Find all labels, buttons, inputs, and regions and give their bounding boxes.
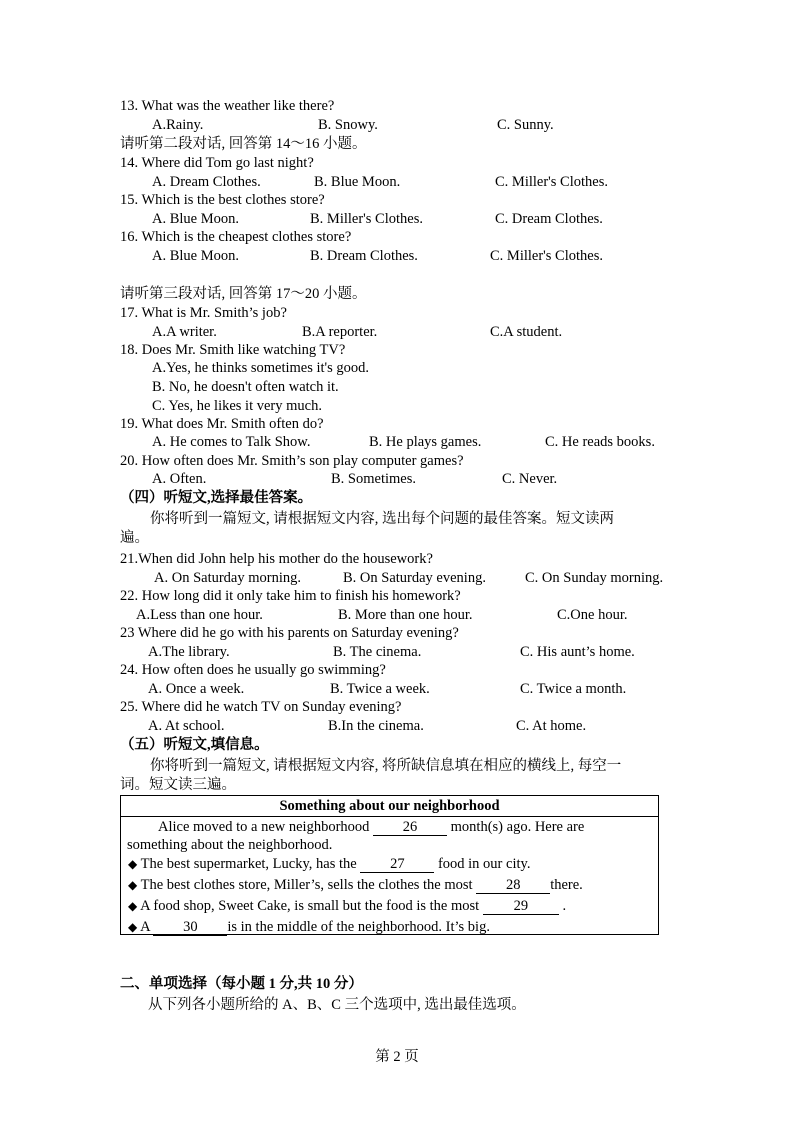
q23-option-b: B. The cinema. [333,644,422,660]
q24-option-a: A. Once a week. [148,681,245,697]
q15-option-c: C. Dream Clothes. [495,211,603,227]
table-row-27 [128,855,530,873]
table-intro-text: Alice moved to a new neighborhood [158,819,374,835]
q14-option-b: B. Blue Moon. [314,174,401,190]
table-intro-text-end: month(s) ago. Here are [447,819,585,835]
part-4-instruction: 你将听到一篇短文, 请根据短文内容, 选出每个问题的最佳答案。短文读两 [150,511,614,527]
q14-option-c: C. Miller's Clothes. [495,174,608,190]
table-row-30 [128,918,490,936]
row-27-text: The best supermarket, Lucky, has the [140,856,361,872]
question-25: 25. Where did he watch TV on Sunday evening? [120,699,402,715]
question-20: 20. How often does Mr. Smith’s son play computer games? [120,453,464,469]
q19-option-b: B. He plays games. [369,434,482,450]
row-28-text: The best clothes store, Miller’s, sells the clothes the most [140,877,477,893]
question-13: 13. What was the weather like there? [120,98,335,114]
q18-option-a: A.Yes, he thinks sometimes it's good. [152,360,370,376]
q17-option-c: C.A student. [490,324,563,340]
table-row-28 [128,876,583,894]
q17-option-a: A.A writer. [152,324,217,340]
question-16: 16. Which is the cheapest clothes store? [120,229,352,245]
question-19: 19. What does Mr. Smith often do? [120,416,324,432]
q25-option-a: A. At school. [148,718,225,734]
section-2-title: 二、单项选择（每小题 1 分,共 10 分） [120,976,363,992]
q20-option-b: B. Sometimes. [331,471,416,487]
q18-option-c: C. Yes, he likes it very much. [152,398,322,414]
section-2-instruction: 请听第二段对话, 回答第 14～16 小题。 [120,136,367,152]
bullet-icon: ◆ [128,920,138,934]
blank-28[interactable]: 28 [476,878,550,894]
blank-27[interactable]: 27 [360,857,434,873]
q25-option-b: B.In the cinema. [328,718,424,734]
q24-option-c: C. Twice a month. [520,681,627,697]
blank-26[interactable]: 26 [373,820,447,836]
section-3-instruction: 请听第三段对话, 回答第 17～20 小题。 [120,286,367,302]
q21-option-b: B. On Saturday evening. [343,570,486,586]
q14-option-a: A. Dream Clothes. [152,174,261,190]
q13-option-c: C. Sunny. [497,117,554,133]
row-30-text-end: is in the middle of the neighborhood. It’s big. [227,919,490,935]
row-27-text-end: food in our city. [434,856,531,872]
q22-option-b: B. More than one hour. [338,607,473,623]
q15-option-a: A. Blue Moon. [152,211,239,227]
question-15: 15. Which is the best clothes store? [120,192,325,208]
q17-option-b: B.A reporter. [302,324,378,340]
q21-option-c: C. On Sunday morning. [525,570,664,586]
q15-option-b: B. Miller's Clothes. [310,211,423,227]
q18-option-b: B. No, he doesn't often watch it. [152,379,339,395]
q16-option-b: B. Dream Clothes. [310,248,418,264]
bullet-icon: ◆ [128,857,138,871]
q19-option-c: C. He reads books. [545,434,655,450]
q16-option-a: A. Blue Moon. [152,248,239,264]
q13-option-a: A.Rainy. [152,117,204,133]
q25-option-c: C. At home. [516,718,587,734]
blank-30[interactable]: 30 [153,920,227,936]
question-14: 14. Where did Tom go last night? [120,155,314,171]
question-22: 22. How long did it only take him to finish his homework? [120,588,461,604]
part-4-instruction-cont: 遍。 [120,530,149,546]
q23-option-c: C. His aunt’s home. [520,644,635,660]
question-18: 18. Does Mr. Smith like watching TV? [120,342,346,358]
row-29-text-end: . [558,898,567,914]
info-table-title: Something about our neighborhood [121,796,658,817]
part-5-instruction: 你将听到一篇短文, 请根据短文内容, 将所缺信息填在相应的横线上, 每空一 [150,758,622,774]
bullet-icon: ◆ [128,878,138,892]
q23-option-a: A.The library. [148,644,230,660]
q20-option-a: A. Often. [152,471,207,487]
table-intro [158,818,584,836]
table-intro-line-2: something about the neighborhood. [127,837,333,853]
question-21: 21.When did John help his mother do the housework? [120,551,433,567]
row-28-text-end: there. [550,877,583,893]
part-5-instruction-cont: 词。短文读三遍。 [120,777,236,793]
q22-option-a: A.Less than one hour. [136,607,263,623]
q24-option-b: B. Twice a week. [330,681,430,697]
part-4-title: （四）听短文,选择最佳答案。 [120,490,313,506]
q20-option-c: C. Never. [502,471,558,487]
part-5-title: （五）听短文,填信息。 [120,737,269,753]
question-23: 23 Where did he go with his parents on Saturday evening? [120,625,459,641]
section-2-instruction-text: 从下列各小题所给的 A、B、C 三个选项中, 选出最佳选项。 [148,997,526,1013]
table-row-29 [128,897,566,915]
q13-option-b: B. Snowy. [318,117,378,133]
page-number: 第 2 页 [375,1049,419,1065]
row-29-text: A food shop, Sweet Cake, is small but the food is the most [140,898,483,914]
q22-option-c: C.One hour. [557,607,628,623]
q19-option-a: A. He comes to Talk Show. [152,434,311,450]
question-17: 17. What is Mr. Smith’s job? [120,305,287,321]
row-30-text: A [140,919,154,935]
blank-29[interactable]: 29 [483,899,559,915]
q21-option-a: A. On Saturday morning. [154,570,301,586]
question-24: 24. How often does he usually go swimming? [120,662,386,678]
q16-option-c: C. Miller's Clothes. [490,248,603,264]
bullet-icon: ◆ [128,899,138,913]
